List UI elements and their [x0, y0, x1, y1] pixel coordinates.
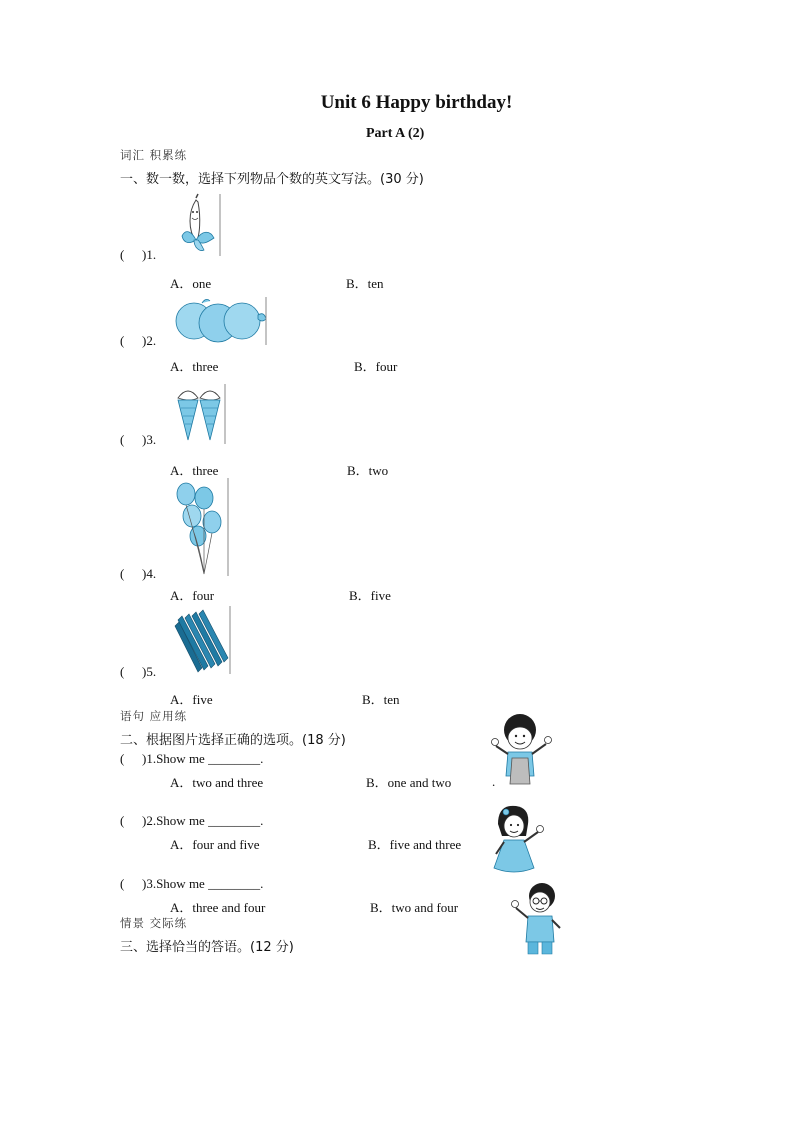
s2-q1-option-a[interactable]: A．two and three	[170, 775, 264, 790]
balloons-picture	[174, 478, 232, 578]
question-1-number[interactable]	[120, 247, 156, 263]
q5-option-a[interactable]: A．five	[170, 692, 213, 707]
question-number: )5.	[142, 664, 157, 679]
answer-paren[interactable]: (	[120, 432, 125, 447]
section-2-heading: 二、根据图片选择正确的选项。(18 分)	[120, 733, 346, 748]
q3-option-b[interactable]: B．two	[347, 463, 389, 478]
question-text: )1.Show me ________.	[142, 751, 264, 766]
question-number: )1.	[142, 247, 157, 262]
title-text: Unit 6 Happy birthday!	[320, 92, 513, 113]
s2-q3-option-b[interactable]: B．two and four	[370, 900, 459, 915]
section-1-tag: 词汇 积累练	[120, 148, 188, 162]
answer-paren[interactable]: (	[120, 333, 125, 348]
s2-q3-option-a[interactable]: A．three and four	[170, 900, 266, 915]
q2-option-b[interactable]: B．four	[354, 359, 398, 374]
question-number: )2.	[142, 333, 157, 348]
section-3-tag: 情景 交际练	[120, 916, 188, 930]
q5-option-b[interactable]: B．ten	[362, 692, 400, 707]
girl-showing-fingers-picture	[490, 802, 550, 878]
s2-question-1[interactable]	[120, 751, 263, 767]
s2-question-2[interactable]	[120, 813, 263, 829]
apples-picture	[174, 293, 268, 347]
answer-paren[interactable]: (	[120, 566, 125, 581]
s2-q2-option-a[interactable]: A．four and five	[170, 837, 260, 852]
q4-option-a[interactable]: A．four	[170, 588, 215, 603]
question-text: )3.Show me ________.	[142, 876, 264, 891]
boy-with-glasses-picture	[510, 880, 568, 956]
section-1-heading: 一、数一数，选择下列物品个数的英文写法。(30 分)	[120, 172, 424, 187]
page-title	[0, 92, 793, 114]
q2-option-a[interactable]: A．three	[170, 359, 219, 374]
boy-showing-fingers-picture	[488, 712, 560, 788]
ice-creams-picture	[174, 380, 228, 446]
q4-option-b[interactable]: B．five	[349, 588, 391, 603]
s2-q2-option-b[interactable]: B．five and three	[368, 837, 462, 852]
s2-q1-option-b[interactable]: B．one and two	[366, 775, 452, 790]
question-text: )2.Show me ________.	[142, 813, 264, 828]
page-subtitle: Part A (2)	[366, 126, 425, 141]
answer-paren[interactable]: (	[120, 876, 125, 891]
stray-mark: .	[492, 774, 496, 789]
answer-paren[interactable]: (	[120, 813, 125, 828]
answer-paren[interactable]: (	[120, 751, 125, 766]
s2-question-3[interactable]	[120, 876, 263, 892]
question-2-number[interactable]	[120, 333, 156, 349]
q1-option-b[interactable]: B．ten	[346, 276, 384, 291]
section-3-heading: 三、选择恰当的答语。(12 分)	[120, 940, 294, 955]
question-3-number[interactable]	[120, 432, 156, 448]
question-5-number[interactable]	[120, 664, 156, 680]
answer-paren[interactable]: (	[120, 664, 125, 679]
question-4-number[interactable]	[120, 566, 156, 582]
q3-option-a[interactable]: A．three	[170, 463, 219, 478]
answer-paren[interactable]: (	[120, 247, 125, 262]
pencils-picture	[174, 606, 232, 676]
question-number: )3.	[142, 432, 157, 447]
banana-picture	[174, 192, 224, 258]
question-number: )4.	[142, 566, 157, 581]
section-2-tag: 语句 应用练	[120, 709, 188, 723]
q1-option-a[interactable]: A．one	[170, 276, 212, 291]
